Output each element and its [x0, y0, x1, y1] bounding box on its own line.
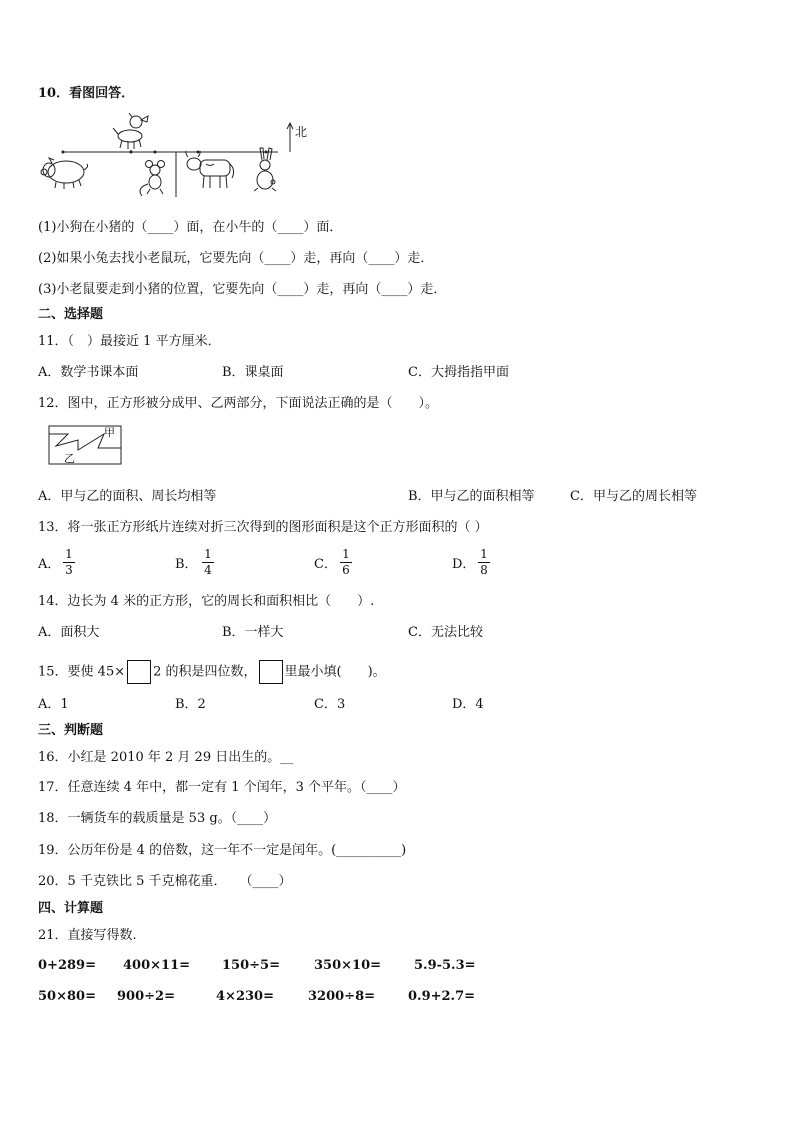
- q20: 20．5 千克铁比 5 千克棉花重． （____）: [38, 874, 292, 889]
- q12-stem: 12．图中，正方形被分成甲、乙两部分，下面说法正确的是（ ）。: [38, 396, 439, 411]
- q14-option-c[interactable]: C．无法比较: [408, 625, 483, 640]
- q13-option-a-label[interactable]: A．: [38, 557, 61, 572]
- q15-blank-box-2: [259, 660, 283, 684]
- q13-option-b-label[interactable]: B．: [175, 557, 198, 572]
- q11-option-c[interactable]: C．大拇指指甲面: [408, 365, 509, 380]
- calc-item: 900÷2=: [117, 989, 175, 1004]
- q14-option-b[interactable]: B．一样大: [222, 625, 284, 640]
- q10-line-1: (1)小狗在小猪的（____）面，在小牛的（____）面．: [38, 220, 343, 235]
- q13-option-b-fraction: 1 4: [202, 548, 214, 577]
- section-calc-heading: 四、计算题: [38, 901, 104, 916]
- q13-option-d-fraction: 1 8: [478, 548, 490, 577]
- q13-stem: 13．将一张正方形纸片连续对折三次得到的图形面积是这个正方形面积的（ ）: [38, 520, 488, 535]
- label-yi: 乙: [64, 452, 75, 465]
- q12-option-c[interactable]: C．甲与乙的周长相等: [570, 489, 697, 504]
- section-choice-heading: 二、选择题: [38, 307, 104, 322]
- pig-icon: [41, 158, 88, 189]
- rabbit-icon: [254, 148, 276, 191]
- calc-item: 150÷5=: [222, 958, 280, 973]
- dog-icon: [113, 113, 148, 149]
- q15-blank-box-1: [127, 660, 151, 684]
- q15-stem-part3: 里最小填( )。: [284, 664, 386, 680]
- cow-icon: [186, 151, 234, 188]
- q12-square-figure: [48, 424, 128, 468]
- q15-option-b[interactable]: B．2: [175, 697, 206, 712]
- q15-option-c[interactable]: C．3: [314, 697, 346, 712]
- q12-option-a[interactable]: A．甲与乙的面积、周长均相等: [38, 489, 217, 504]
- q15-option-a[interactable]: A．1: [38, 697, 69, 712]
- section-judge-heading: 三、判断题: [38, 723, 104, 738]
- calc-item: 3200÷8=: [308, 989, 376, 1004]
- q11-option-a[interactable]: A．数学书课本面: [38, 365, 139, 380]
- q14-option-a[interactable]: A．面积大: [38, 625, 100, 640]
- calc-item: 0.9+2.7=: [408, 989, 476, 1004]
- q15-option-d[interactable]: D．4: [452, 697, 484, 712]
- q15-stem-part2: 2 的积是四位数，: [153, 664, 257, 680]
- q17: 17．任意连续 4 年中，都一定有 1 个闰年，3 个平年。（____）: [38, 780, 406, 795]
- q14-stem: 14．边长为 4 米的正方形，它的周长和面积相比（ ）.: [38, 594, 375, 609]
- north-arrow-icon: [287, 123, 293, 152]
- q10-title: 10．看图回答．: [38, 86, 135, 101]
- q13-option-d-label[interactable]: D．: [452, 557, 476, 572]
- label-jia: 甲: [104, 426, 115, 439]
- q11-option-b[interactable]: B．课桌面: [222, 365, 284, 380]
- q11-stem: 11．（ ）最接近 1 平方厘米．: [38, 334, 221, 349]
- q12-option-b[interactable]: B．甲与乙的面积相等: [408, 489, 535, 504]
- calc-item: 0+289=: [38, 958, 96, 973]
- calc-item: 4×230=: [216, 989, 274, 1004]
- calc-item: 5.9-5.3=: [414, 958, 476, 973]
- q18: 18．一辆货车的载质量是 53 g。（____）: [38, 811, 277, 826]
- q19: 19．公历年份是 4 的倍数，这一年不一定是闰年。(__________): [38, 843, 407, 858]
- q15-stem: [38, 660, 386, 684]
- q10-line-2: (2)如果小兔去找小老鼠玩，它要先向（____）走，再向（____）走．: [38, 251, 434, 266]
- q13-option-c-label[interactable]: C．: [314, 557, 337, 572]
- q13-option-c-fraction: 1 6: [340, 548, 352, 577]
- calc-item: 350×10=: [314, 958, 382, 973]
- q15-stem-part1: 15．要使 45×: [38, 664, 126, 680]
- q10-line-3: (3)小老鼠要走到小猪的位置，它要先向（____）走，再向（____）走．: [38, 282, 447, 297]
- q16: 16．小红是 2010 年 2 月 29 日出生的。__: [38, 750, 294, 765]
- q10-figure: [38, 112, 318, 197]
- mouse-icon: [140, 161, 165, 197]
- q21-stem: 21．直接写得数.: [38, 928, 137, 943]
- north-label: 北: [295, 125, 308, 139]
- q13-option-a-fraction: 1 3: [63, 548, 75, 577]
- calc-item: 50×80=: [38, 989, 96, 1004]
- calc-item: 400×11=: [123, 958, 191, 973]
